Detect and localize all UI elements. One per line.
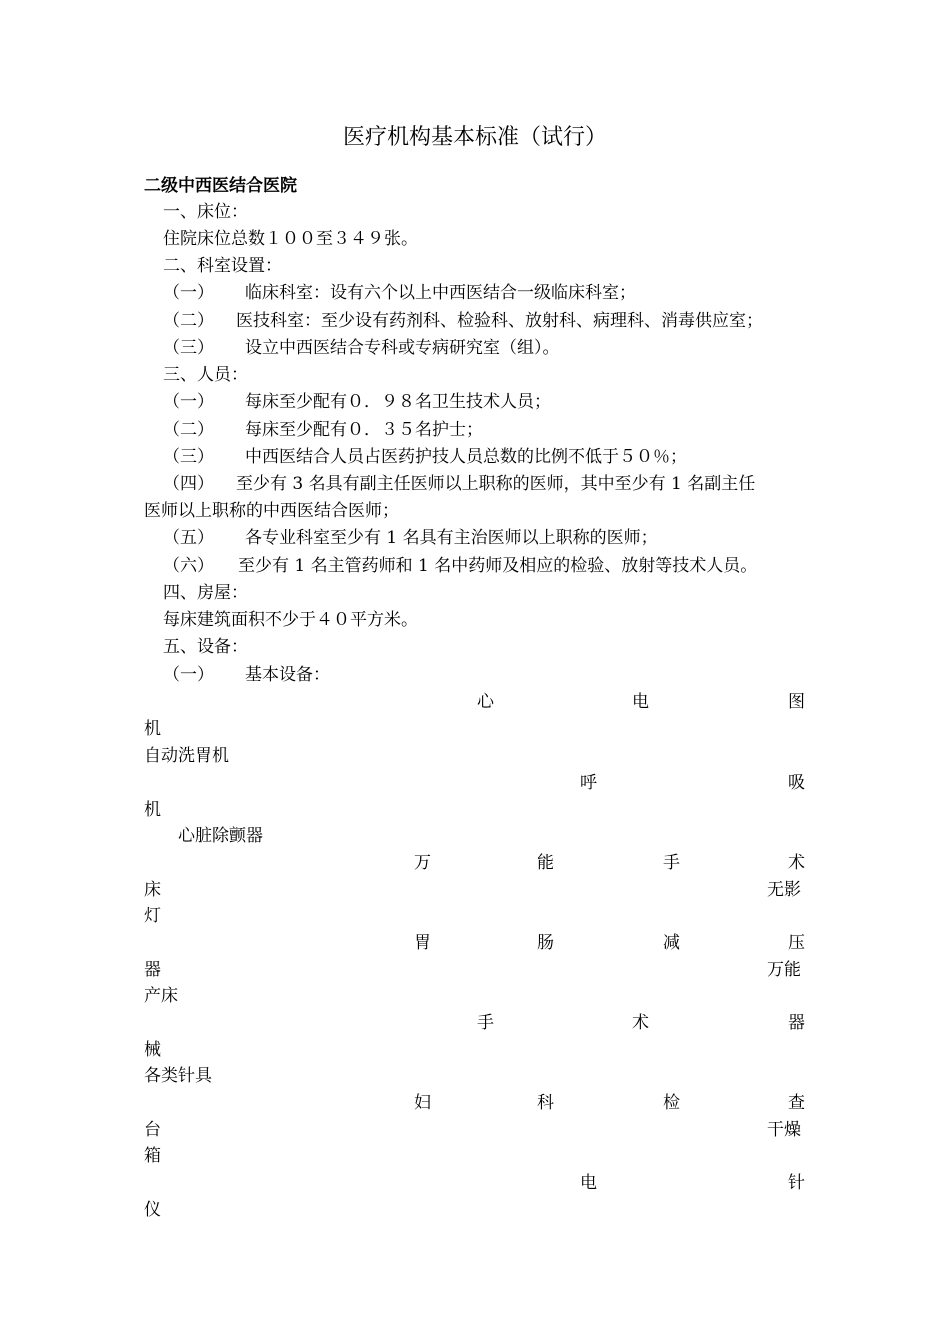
equipment-char: 妇 — [414, 1093, 431, 1113]
equipment-char: 器 — [788, 1013, 805, 1033]
equipment-char: 针 — [788, 1173, 805, 1193]
equipment-char: 箱 — [144, 1146, 161, 1166]
equipment-char: 能 — [537, 853, 554, 873]
department-item-text: 医技科室：至少设有药剂科、检验科、放射科、病理科、消毒供应室； — [236, 311, 763, 331]
equipment-char: 吸 — [788, 773, 805, 793]
equipment-char: 床 — [144, 880, 161, 900]
staff-item-continuation: 医师以上职称的中西医结合医师； — [144, 501, 399, 521]
equipment-char: 科 — [537, 1093, 554, 1113]
staff-item-text: 至少有 1 名主管药师和 1 名中药师及相应的检验、放射等技术人员。 — [238, 556, 758, 576]
housing-heading: 四、房屋： — [163, 583, 248, 603]
staff-item-num: （六） — [163, 556, 214, 576]
staff-item-num: （四） — [163, 474, 214, 494]
equipment-basic-label: 基本设备： — [245, 665, 330, 685]
equipment-char: 术 — [788, 853, 805, 873]
equipment-heading: 五、设备： — [163, 637, 248, 657]
equipment-char: 万能 — [767, 960, 801, 980]
equipment-char: 机 — [144, 800, 161, 820]
staff-item-text: 每床至少配有０．９８名卫生技术人员； — [245, 392, 551, 412]
equipment-char: 电 — [580, 1173, 597, 1193]
housing-text: 每床建筑面积不少于４０平方米。 — [163, 610, 418, 630]
equipment-char: 图 — [788, 692, 805, 712]
staff-item-num: （一） — [163, 392, 214, 412]
equipment-char: 产床 — [144, 986, 178, 1006]
equipment-char: 灯 — [144, 906, 161, 926]
department-item-text: 临床科室：设有六个以上中西医结合一级临床科室； — [245, 283, 636, 303]
staff-item-text: 至少有 3 名具有副主任医师以上职称的医师，其中至少有 1 名副主任 — [236, 474, 756, 494]
document-title: 医疗机构基本标准（试行） — [342, 125, 607, 150]
equipment-char: 术 — [632, 1013, 649, 1033]
equipment-char: 器 — [144, 960, 161, 980]
equipment-char: 无影 — [767, 880, 801, 900]
equipment-char: 电 — [632, 692, 649, 712]
staff-heading: 三、人员： — [163, 365, 248, 385]
staff-item-num: （五） — [163, 528, 214, 548]
equipment-char: 械 — [144, 1040, 161, 1060]
department-item-num: （二） — [163, 311, 214, 331]
equipment-char: 心 — [477, 692, 494, 712]
staff-item-text: 各专业科室至少有 1 名具有主治医师以上职称的医师； — [245, 528, 658, 548]
equipment-char: 手 — [477, 1013, 494, 1033]
equipment-char: 减 — [663, 933, 680, 953]
equipment-char: 台 — [144, 1120, 161, 1140]
equipment-char: 压 — [788, 933, 805, 953]
department-item-text: 设立中西医结合专科或专病研究室（组）。 — [245, 338, 560, 358]
equipment-char: 万 — [414, 853, 431, 873]
equipment-char: 机 — [144, 719, 161, 739]
equipment-basic-num: （一） — [163, 665, 214, 685]
staff-item-text: 中西医结合人员占医药护技人员总数的比例不低于５０％； — [245, 447, 687, 467]
equipment-char: 胃 — [414, 933, 431, 953]
equipment-char: 干燥 — [767, 1120, 801, 1140]
equipment-item: 自动洗胃机 — [144, 746, 229, 766]
equipment-char: 检 — [663, 1093, 680, 1113]
department-item-num: （一） — [163, 283, 214, 303]
equipment-item: 各类针具 — [144, 1066, 212, 1086]
beds-text: 住院床位总数１００至３４９张。 — [163, 229, 418, 249]
staff-item-text: 每床至少配有０．３５名护士； — [245, 420, 483, 440]
department-item-num: （三） — [163, 338, 214, 358]
staff-item-num: （二） — [163, 420, 214, 440]
staff-item-num: （三） — [163, 447, 214, 467]
equipment-char: 呼 — [580, 773, 597, 793]
section-heading: 二级中西医结合医院 — [144, 176, 297, 196]
equipment-char: 手 — [663, 853, 680, 873]
departments-heading: 二、科室设置： — [163, 256, 282, 276]
equipment-char: 仪 — [144, 1200, 161, 1220]
beds-heading: 一、床位： — [163, 202, 248, 222]
equipment-char: 肠 — [537, 933, 554, 953]
equipment-item: 心脏除颤器 — [178, 826, 263, 846]
equipment-char: 查 — [788, 1093, 805, 1113]
